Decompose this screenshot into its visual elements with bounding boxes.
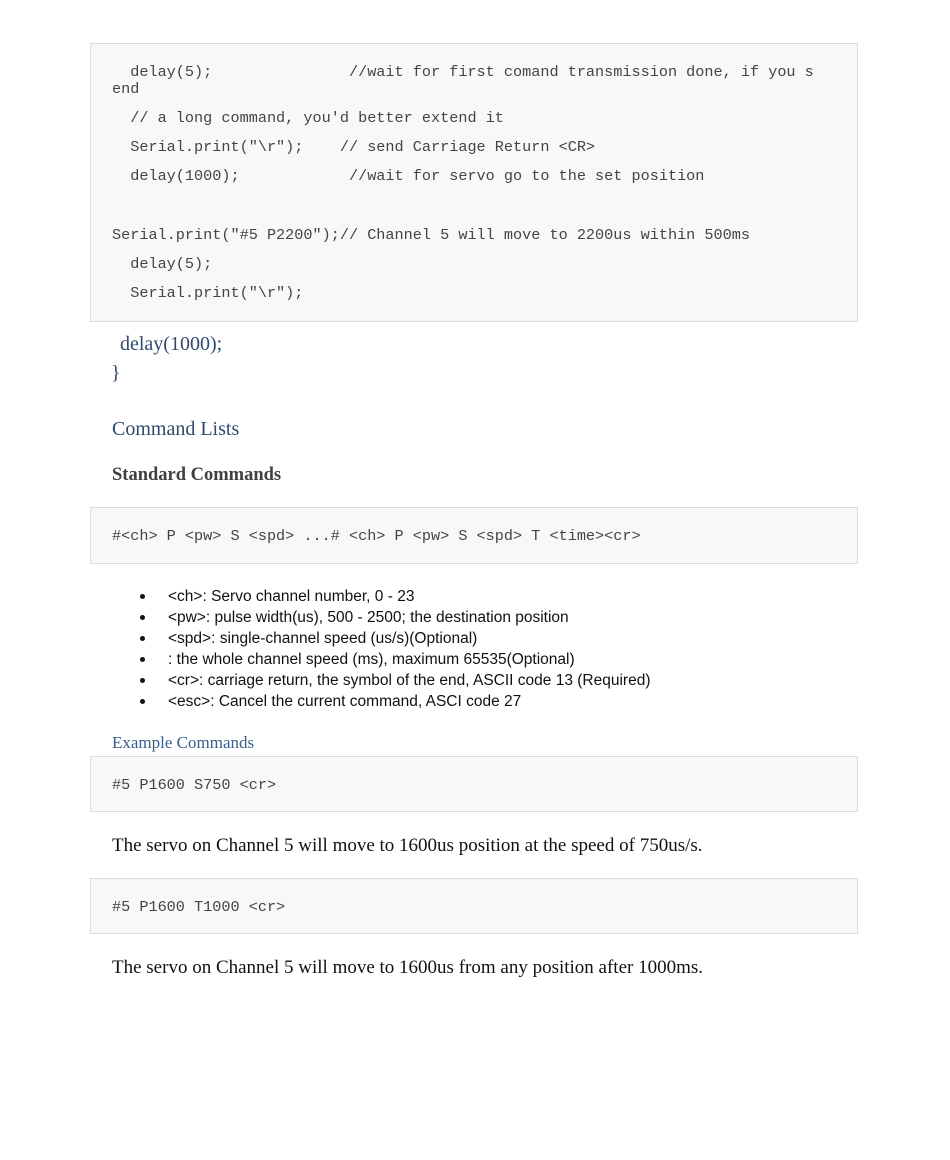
section-title: Command Lists <box>112 418 240 440</box>
list-item <box>140 607 650 628</box>
list-item <box>140 649 650 670</box>
example-code: #5 P1600 T1000 <cr> <box>112 898 286 916</box>
bullet-icon <box>140 699 145 704</box>
list-item-text: <ch>: Servo channel number, 0 - 23 <box>168 588 415 605</box>
bullet-icon <box>140 615 145 620</box>
code-line: delay(1000); //wait for servo go to the set position <box>112 167 705 185</box>
code-line: Serial.print("\r"); <box>112 284 304 302</box>
parameter-list <box>140 586 650 712</box>
examples-title: Example Commands <box>112 733 255 752</box>
list-item <box>140 628 650 649</box>
example-description: The servo on Channel 5 will move to 1600us position at the speed of 750us/s. <box>112 835 703 856</box>
list-item-text: <spd>: single-channel speed (us/s)(Optional) <box>168 630 478 647</box>
example-code: #5 P1600 S750 <cr> <box>112 776 277 794</box>
code-block-arduino <box>90 43 858 322</box>
list-item <box>140 586 650 607</box>
code-block-example-2 <box>90 878 858 934</box>
bullet-icon <box>140 594 145 599</box>
list-item <box>140 691 650 712</box>
list-item-text: <pw>: pulse width(us), 500 - 2500; the destination position <box>168 609 569 626</box>
code-line: end <box>112 80 140 98</box>
code-block-example-1 <box>90 756 858 812</box>
example-description: The servo on Channel 5 will move to 1600us from any position after 1000ms. <box>112 957 704 978</box>
list-item-text: <cr>: carriage return, the symbol of the end, ASCII code 13 (Required) <box>168 672 651 689</box>
bullet-icon <box>140 678 145 683</box>
code-line: // a long command, you'd better extend it <box>112 109 504 127</box>
code-line: Serial.print("\r"); // send Carriage Return <CR> <box>112 138 596 156</box>
code-line: delay(5); //wait for first comand transmission done, if you s <box>112 63 814 81</box>
list-item-text: <esc>: Cancel the current command, ASCI code 27 <box>168 693 522 710</box>
section-subtitle: Standard Commands <box>112 465 282 485</box>
code-line: delay(5); <box>112 255 213 273</box>
code-delay-line: delay(1000); <box>120 333 223 355</box>
code-line: Serial.print("#5 P2200");// Channel 5 will move to 2200us within 500ms <box>112 226 750 244</box>
code-block-syntax <box>90 507 858 564</box>
bullet-icon <box>140 636 145 641</box>
list-item <box>140 670 650 691</box>
list-item-text: : the whole channel speed (ms), maximum 65535(Optional) <box>168 651 575 668</box>
bullet-icon <box>140 657 145 662</box>
code-closing-brace: } <box>111 362 121 384</box>
syntax-text: #<ch> P <pw> S <spd> ...# <ch> P <pw> S <spd> T <time><cr> <box>112 527 641 545</box>
